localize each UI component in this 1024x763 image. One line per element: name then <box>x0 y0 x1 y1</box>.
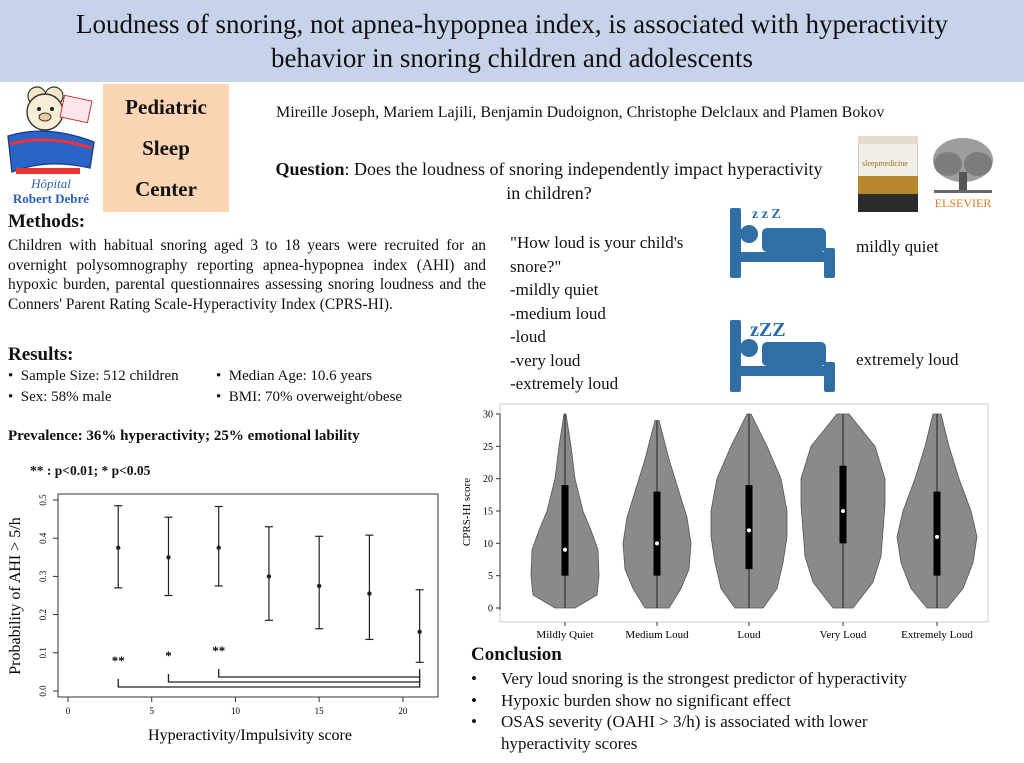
significance-label: * <box>165 648 172 663</box>
violin-iqr-box <box>840 466 847 544</box>
y-tick-label: 15 <box>483 506 493 518</box>
significance-bracket <box>212 643 419 677</box>
x-tick-label: 10 <box>230 706 240 716</box>
y-tick-label: 0.5 <box>38 494 48 506</box>
question-label: Question <box>275 159 345 179</box>
poster-title-line1: Loudness of snoring, not apnea-hypopnea index, is associated with hyperactivity <box>75 9 949 39</box>
x-tick-label: Loud <box>737 629 761 641</box>
journal-cover-text: sleepmedicine <box>862 159 908 168</box>
y-tick-label: 0.2 <box>38 608 49 621</box>
bullet-text: Sample Size: 512 children <box>20 368 179 384</box>
significance-label: ** <box>212 643 226 658</box>
methods-heading: Methods: <box>8 211 86 232</box>
violin-group <box>801 414 885 608</box>
prevalence-text: Prevalence: 36% hyperactivity; 25% emotional lability <box>8 428 360 444</box>
survey-option: -loud <box>510 327 546 346</box>
violin-median <box>935 535 939 539</box>
x-tick-label: 20 <box>398 706 408 716</box>
bullet-text: Sex: 58% male <box>20 389 112 405</box>
center-line1: Pediatric <box>125 94 207 119</box>
title-banner <box>0 0 1024 82</box>
tree-icon <box>926 134 1000 212</box>
publisher-logo <box>926 134 1000 212</box>
survey-question-line1: "How loud is your child's <box>510 233 684 252</box>
conclusion-item-text: Hypoxic burden show no significant effect <box>501 690 792 710</box>
loud-label: extremely loud <box>856 350 959 369</box>
x-tick-label: Very Loud <box>819 629 867 641</box>
violin-median <box>655 541 659 545</box>
sleeping-bed-icon <box>728 200 840 282</box>
violin-group <box>711 414 787 608</box>
y-tick-label: 0.4 <box>38 532 48 544</box>
conclusion-list <box>471 668 1011 754</box>
center-line3: Center <box>135 176 197 201</box>
violin-median <box>563 548 567 552</box>
ahi-probability-chart <box>0 488 470 750</box>
bracket-line <box>168 674 419 682</box>
question-text-line2: in children? <box>506 183 592 203</box>
error-bar-point <box>416 590 424 663</box>
violin-iqr-box <box>562 485 569 576</box>
violin-median <box>747 528 751 532</box>
y-tick-label: 20 <box>483 474 493 486</box>
conclusion-item-text: OSAS severity (OAHI > 3/h) is associated with lower hyperactivity scores <box>501 712 868 753</box>
poster-title-line2: behavior in snoring children and adolescents <box>270 43 754 73</box>
results-bullet: • BMI: 70% overweight/obese <box>216 389 403 405</box>
y-tick-label: 30 <box>483 409 493 421</box>
center-label-box <box>103 84 229 212</box>
error-bar-point <box>164 517 172 595</box>
y-axis-label: CPRS-HI score <box>461 477 473 547</box>
survey-option: -extremely loud <box>510 374 619 393</box>
error-bar-point <box>315 536 323 628</box>
conclusion-item: • Hypoxic burden show no significant effect <box>471 690 792 710</box>
survey-question-line2: snore?" <box>510 256 562 276</box>
significance-label: ** <box>111 653 125 668</box>
logo-text-line2: Robert Debré <box>12 191 90 206</box>
conclusion-item-text: Very loud snoring is the strongest predictor of hyperactivity <box>501 669 908 688</box>
violin-median <box>841 509 845 513</box>
data-point <box>116 546 120 550</box>
data-point <box>317 584 321 588</box>
sleeping-bed-icon <box>728 312 840 396</box>
y-tick-label: 25 <box>483 441 493 453</box>
zzz-text: z z Z <box>752 207 781 222</box>
violin-iqr-box <box>934 492 941 576</box>
center-line2: Sleep <box>142 135 190 160</box>
y-tick-label: 0.1 <box>38 647 48 659</box>
research-question <box>244 157 854 205</box>
conclusion-heading: Conclusion <box>471 644 562 665</box>
x-tick-label: 5 <box>149 706 154 716</box>
y-tick-label: 10 <box>483 538 493 550</box>
y-tick-label: 0.0 <box>38 685 48 697</box>
data-point <box>417 630 421 634</box>
y-tick-label: 5 <box>488 571 493 583</box>
y-tick-label: 0 <box>488 603 493 615</box>
data-point <box>367 591 371 595</box>
results-bullet: • Sex: 58% male <box>8 389 112 405</box>
methods-text: Children with habitual snoring aged 3 to 18 years were recruited for an overnight polysomnography reporting apnea-hypopnea index (AHI) and hypoxic burden, parental questionnaires assessing snoring loudness and the Conners' Parent Rating Scale-Hyperactivity Index (CPRS-HI). <box>8 237 486 313</box>
conclusion-item: • OSAS severity (OAHI > 3/h) is associated with lower hyperactivity scores <box>471 711 1011 754</box>
publisher-name: ELSEVIER <box>934 196 992 210</box>
violin-iqr-box <box>746 485 753 569</box>
bracket-line <box>219 669 420 677</box>
x-tick-label: 15 <box>314 706 324 716</box>
results-bullet: • Sample Size: 512 children <box>8 368 179 384</box>
quiet-label: mildly quiet <box>856 237 939 256</box>
cprs-violin-chart <box>452 400 1008 646</box>
y-axis-label: Probability of AHI > 5/h <box>7 517 24 675</box>
results-heading: Results: <box>8 344 74 365</box>
bullet-text: BMI: 70% overweight/obese <box>228 389 403 405</box>
conclusion-item: • Very loud snoring is the strongest predictor of hyperactivity <box>471 669 908 688</box>
violin-group <box>531 414 599 608</box>
hospital-logo <box>2 84 100 206</box>
logo-text-line1: Hôpital <box>31 176 71 191</box>
error-bar-point <box>265 527 273 621</box>
teddy-bear-icon <box>2 84 100 206</box>
x-tick-label: Extremely Loud <box>901 629 973 641</box>
author-list: Mireille Joseph, Mariem Lajili, Benjamin Dudoignon, Christophe Delclaux and Plamen Bokov <box>276 104 885 121</box>
x-tick-label: Medium Loud <box>625 629 689 641</box>
data-point <box>216 546 220 550</box>
x-tick-label: Mildly Quiet <box>536 629 594 641</box>
error-bar-point <box>215 506 223 585</box>
data-point <box>267 574 271 578</box>
y-tick-label: 0.3 <box>38 570 48 583</box>
error-bar-point <box>114 506 122 588</box>
data-point <box>166 555 170 559</box>
survey-option: -very loud <box>510 350 581 370</box>
violin-group <box>897 414 977 608</box>
error-bar-point <box>365 535 373 639</box>
results-bullet: • Median Age: 10.6 years <box>216 368 373 384</box>
snoring-survey <box>510 231 683 396</box>
survey-option: -medium loud <box>510 303 606 323</box>
violin-iqr-box <box>654 492 661 576</box>
zzz-text: zZZ <box>750 319 786 341</box>
bullet-text: Median Age: 10.6 years <box>228 368 373 384</box>
bracket-line <box>118 679 419 687</box>
question-text-line1: : Does the loudness of snoring independently impact hyperactivity <box>344 159 823 179</box>
x-tick-label: 0 <box>65 706 71 716</box>
violin-group <box>623 420 691 608</box>
survey-option: -mildly quiet <box>510 280 599 299</box>
journal-cover <box>858 136 918 212</box>
significance-legend: ** : p<0.01; * p<0.05 <box>30 463 151 478</box>
x-axis-label: Hyperactivity/Impulsivity score <box>148 727 352 744</box>
